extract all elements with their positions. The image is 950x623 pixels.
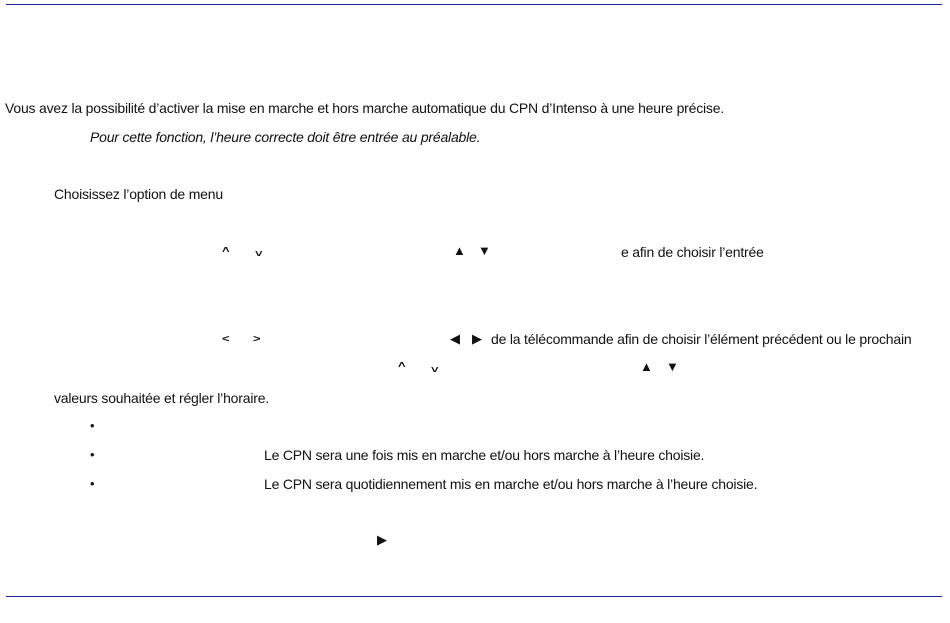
triangle-right-icon: ▶ [377,532,387,547]
triangle-right-icon: ▶ [472,331,482,346]
bullet-icon: • [90,418,95,433]
triangle-down-icon: ▼ [666,359,679,374]
bullet-text-3: Le CPN sera quotidiennement mis en marche et/ou hors marche à l’heure choisie. [264,476,758,492]
bottom-rule [6,596,942,597]
chevron-right-icon: ˃ [253,333,261,345]
intro-text: Vous avez la possibilité d’activer la mise en marche et hors marche automatique du CPN d’Intenso à une heure précise. [5,100,724,116]
note-text: Pour cette fonction, l’heure correcte doit être entrée au préalable. [90,129,481,145]
step-select-entry-text: e afin de choisir l’entrée [621,244,764,260]
chevron-left-icon: ˂ [222,333,230,345]
top-rule [6,4,942,5]
triangle-up-icon: ▲ [640,359,653,374]
chevron-down-icon: ˅ [255,248,263,260]
chevron-down-icon: ˅ [431,364,439,376]
triangle-down-icon: ▼ [478,243,491,258]
bullet-icon: • [90,476,95,491]
triangle-up-icon: ▲ [453,243,466,258]
step-values-text: valeurs souhaitée et régler l’horaire. [54,390,269,406]
chevron-up-icon: ˄ [222,244,230,256]
bullet-text-2: Le CPN sera une fois mis en marche et/ou hors marche à l’heure choisie. [264,447,705,463]
chevron-up-icon: ˄ [398,359,406,371]
triangle-left-icon: ◀ [450,331,460,346]
step-select-element-text: de la télécommande afin de choisir l’élément précédent ou le prochain [491,331,912,347]
step-menu-text: Choisissez l’option de menu [54,186,223,202]
bullet-icon: • [90,447,95,462]
